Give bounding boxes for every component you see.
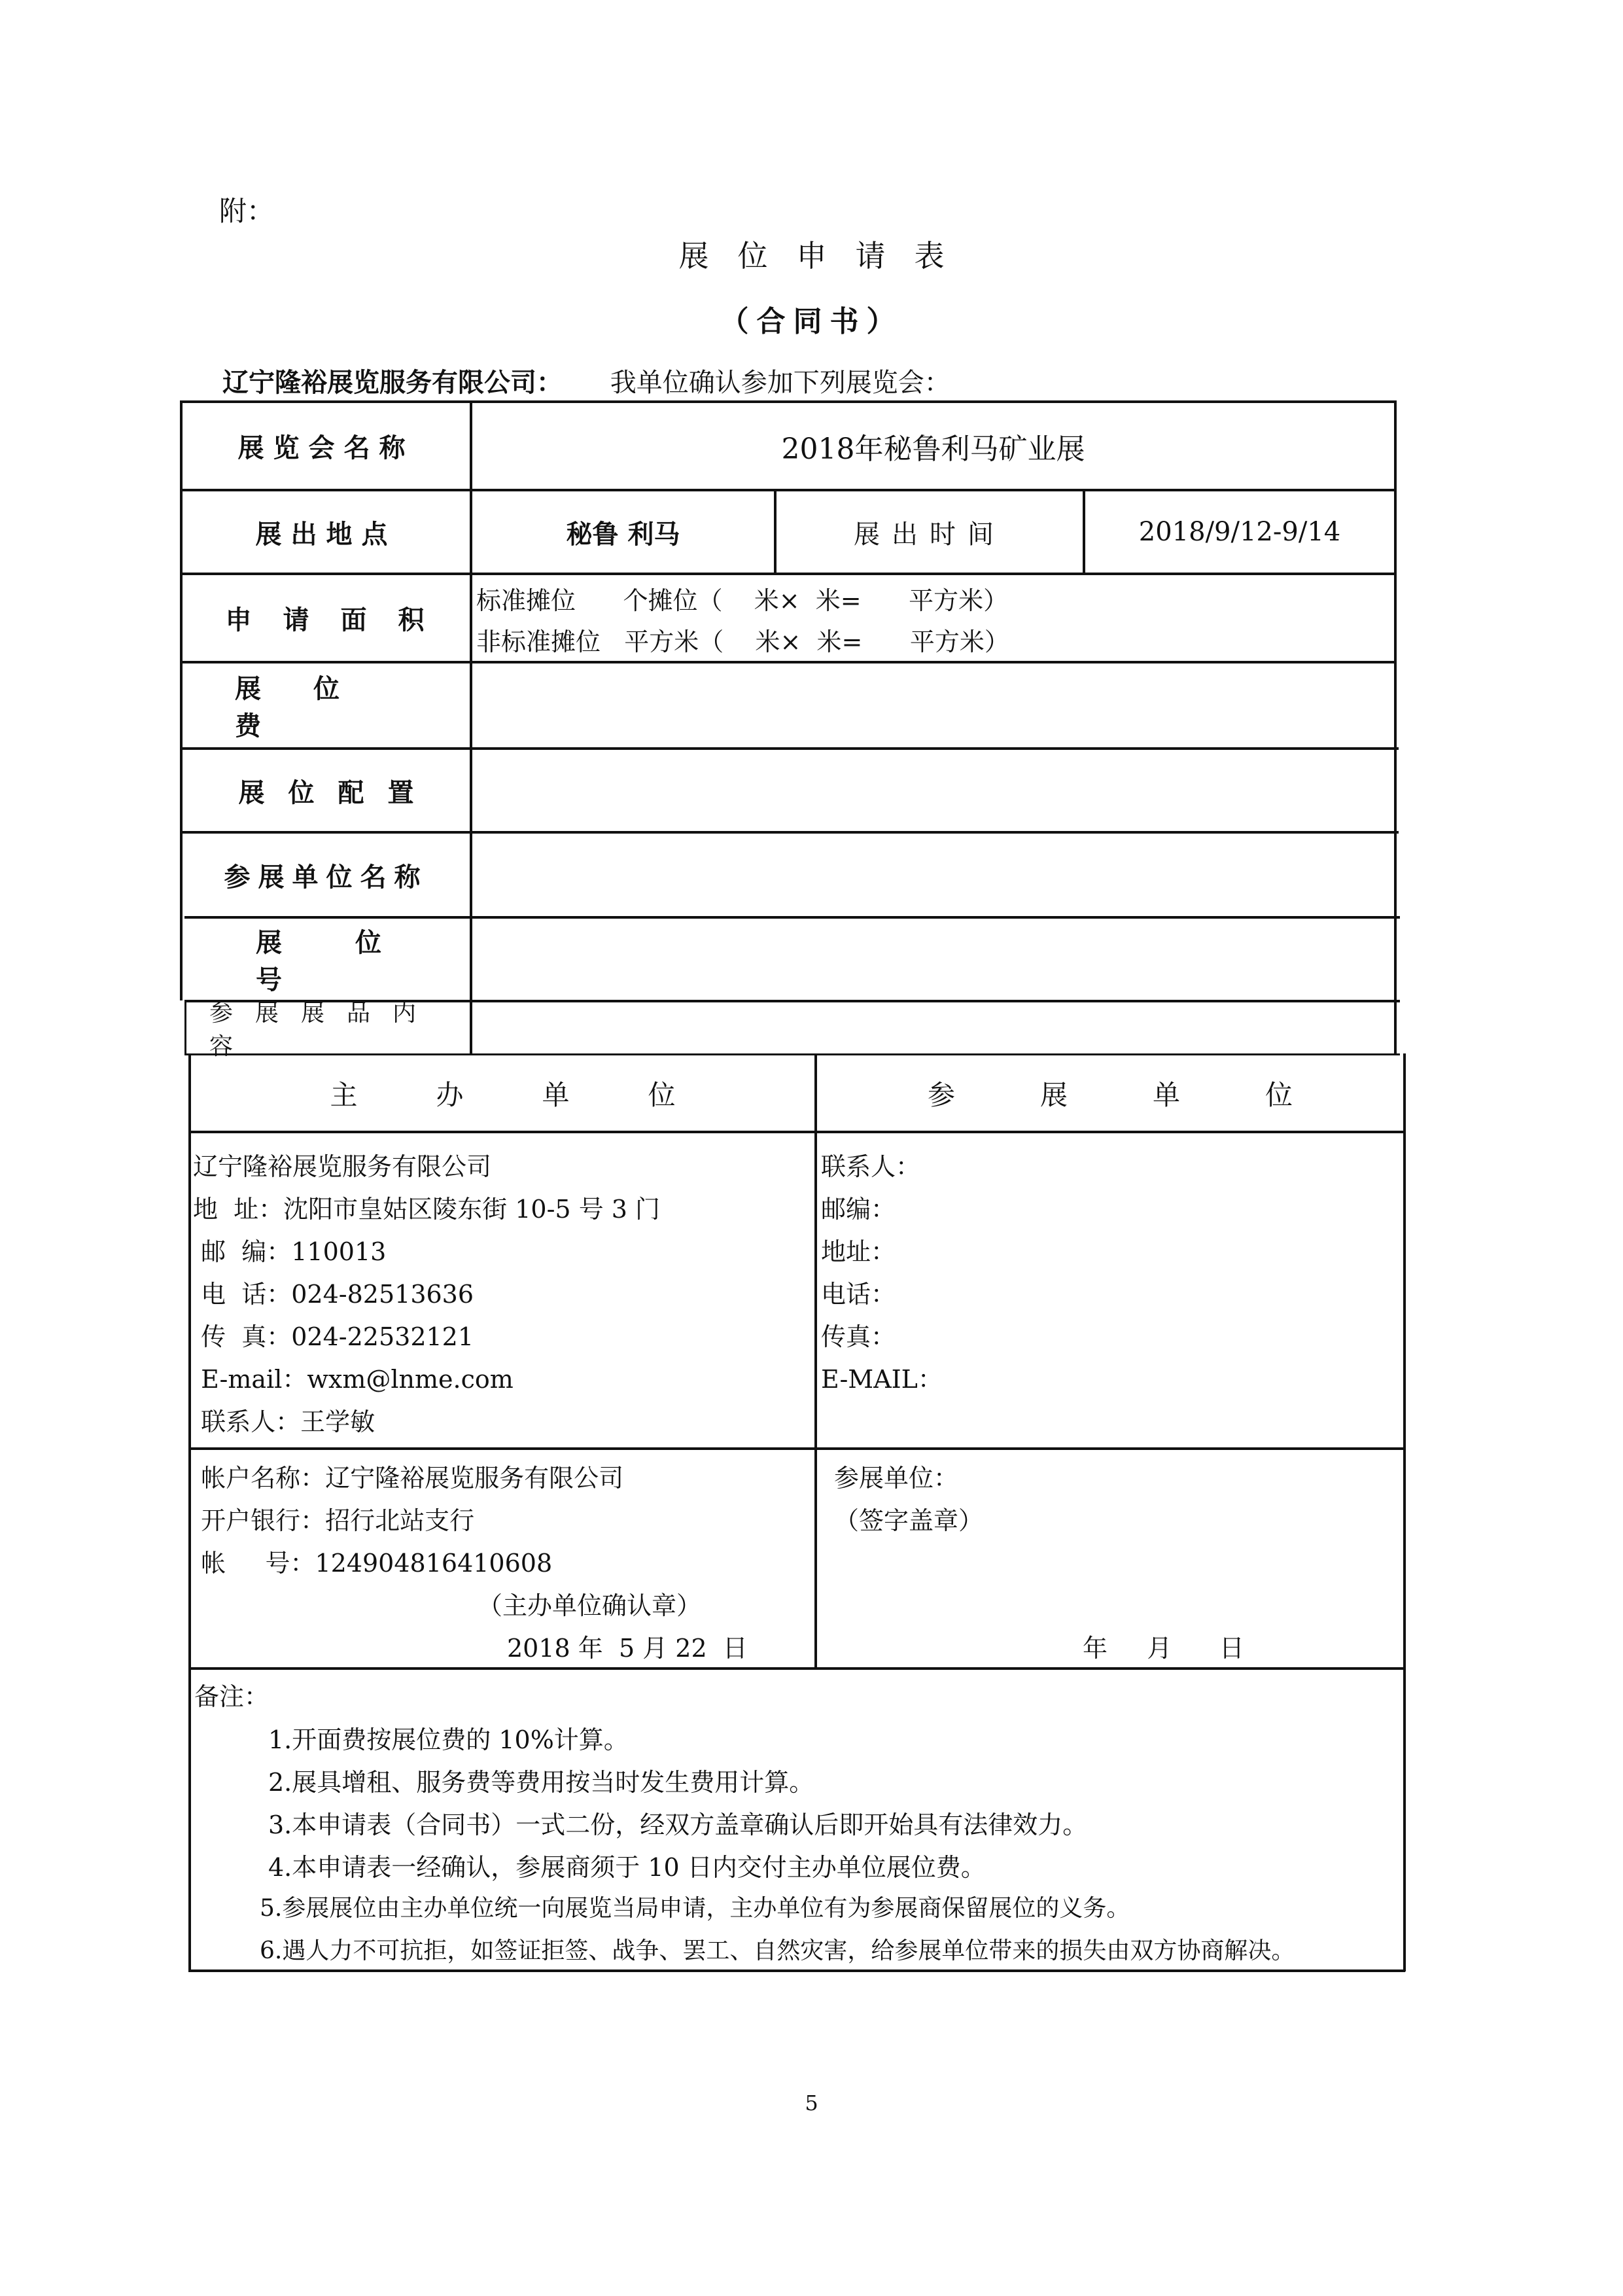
- area-label: 申请面积: [225, 605, 456, 635]
- area-nonstandard-line[interactable]: 非标准摊位 平方米（ 米× 米= 平方米）: [476, 627, 1009, 656]
- exhibitor-postcode[interactable]: 邮编：: [821, 1195, 896, 1224]
- time-label: 展出时间: [854, 519, 1005, 550]
- exhibitor-date[interactable]: 年 月 日: [1083, 1634, 1244, 1663]
- note-item: 6.遇人力不可抗拒，如签证拒签、战争、罢工、自然灾害，给参展单位带来的损失由双方协商解决。: [260, 1937, 1295, 1964]
- account-number: 帐 号：124904816410608: [193, 1549, 553, 1578]
- exhibitor-phone[interactable]: 电话：: [821, 1280, 896, 1309]
- bank-name: 开户银行：招行北站支行: [193, 1506, 475, 1535]
- attachment-label: 附：: [219, 195, 275, 227]
- organizer-postcode: 邮 编：110013: [193, 1237, 387, 1266]
- form-subtitle: （合同书）: [720, 305, 903, 338]
- organizer-seal-label: （主办单位确认章）: [478, 1591, 702, 1620]
- exhibitor-unit-label: 参展单位：: [834, 1464, 959, 1492]
- page-number: 5: [805, 2091, 818, 2115]
- booth-config-label: 展位配置: [238, 777, 438, 808]
- organizer-address: 地 址：沈阳市皇姑区陵东街 10-5 号 3 门: [193, 1195, 661, 1224]
- exhibitor-name-label: 参展单位名称: [224, 862, 428, 892]
- form-title: 展位申请表: [678, 238, 973, 274]
- addressee: 辽宁隆裕展览服务有限公司：: [222, 368, 563, 398]
- organizer-header: 主办单位: [330, 1079, 754, 1111]
- exhibitor-header: 参展单位: [927, 1079, 1378, 1111]
- exhibitor-name-value[interactable]: [472, 834, 1394, 916]
- booth-config-value[interactable]: [472, 750, 1394, 831]
- booth-fee-label: 展位费: [235, 674, 392, 741]
- note-item: 2.展具增租、服务费等费用按当时发生费用计算。: [268, 1768, 814, 1797]
- organizer-company: 辽宁隆裕展览服务有限公司: [193, 1152, 492, 1181]
- note-item: 5.参展展位由主办单位统一向展览当局申请，主办单位有为参展商保留展位的义务。: [260, 1895, 1130, 1922]
- exhibitor-sign-label: （签字盖章）: [834, 1506, 984, 1535]
- booth-number-value[interactable]: [472, 919, 1394, 1000]
- account-name: 帐户名称：辽宁隆裕展览服务有限公司: [193, 1464, 624, 1492]
- exhibitor-fax[interactable]: 传真：: [821, 1322, 896, 1351]
- time-value[interactable]: 2018/9/12-9/14: [1138, 517, 1341, 547]
- exhibit-content-value[interactable]: [472, 1002, 1394, 1053]
- note-item: 1.开面费按展位费的 10%计算。: [268, 1725, 629, 1754]
- location-label: 展出地点: [255, 519, 397, 550]
- confirm-text: 我单位确认参加下列展览会：: [610, 368, 951, 398]
- note-item: 3.本申请表（合同书）一式二份，经双方盖章确认后即开始具有法律效力。: [268, 1810, 1088, 1839]
- organizer-phone: 电 话：024-82513636: [193, 1280, 474, 1309]
- exhibitor-contact[interactable]: 联系人：: [821, 1152, 921, 1181]
- organizer-contact: 联系人：王学敏: [193, 1407, 375, 1436]
- exhibit-content-label: 参展展品内容: [209, 1000, 439, 1060]
- organizer-date: 2018 年 5 月 22 日: [507, 1634, 748, 1663]
- exhibition-name-value[interactable]: 2018年秘鲁利马矿业展: [781, 432, 1085, 466]
- notes-title: 备注：: [194, 1682, 270, 1711]
- area-standard-line[interactable]: 标准摊位 个摊位（ 米× 米= 平方米）: [476, 586, 1009, 615]
- booth-fee-value[interactable]: [472, 663, 1394, 747]
- booth-number-label: 展位号: [256, 928, 455, 995]
- note-item: 4.本申请表一经确认，参展商须于 10 日内交付主办单位展位费。: [268, 1853, 986, 1882]
- exhibitor-email[interactable]: E-MAIL：: [821, 1365, 943, 1394]
- location-value[interactable]: 秘鲁 利马: [566, 518, 680, 550]
- organizer-email: E-mail：wxm@lnme.com: [193, 1365, 514, 1394]
- exhibition-name-label: 展览会名称: [237, 433, 415, 463]
- organizer-fax: 传 真：024-22532121: [193, 1322, 474, 1351]
- intro-line: [222, 362, 951, 399]
- exhibitor-address[interactable]: 地址：: [821, 1237, 896, 1266]
